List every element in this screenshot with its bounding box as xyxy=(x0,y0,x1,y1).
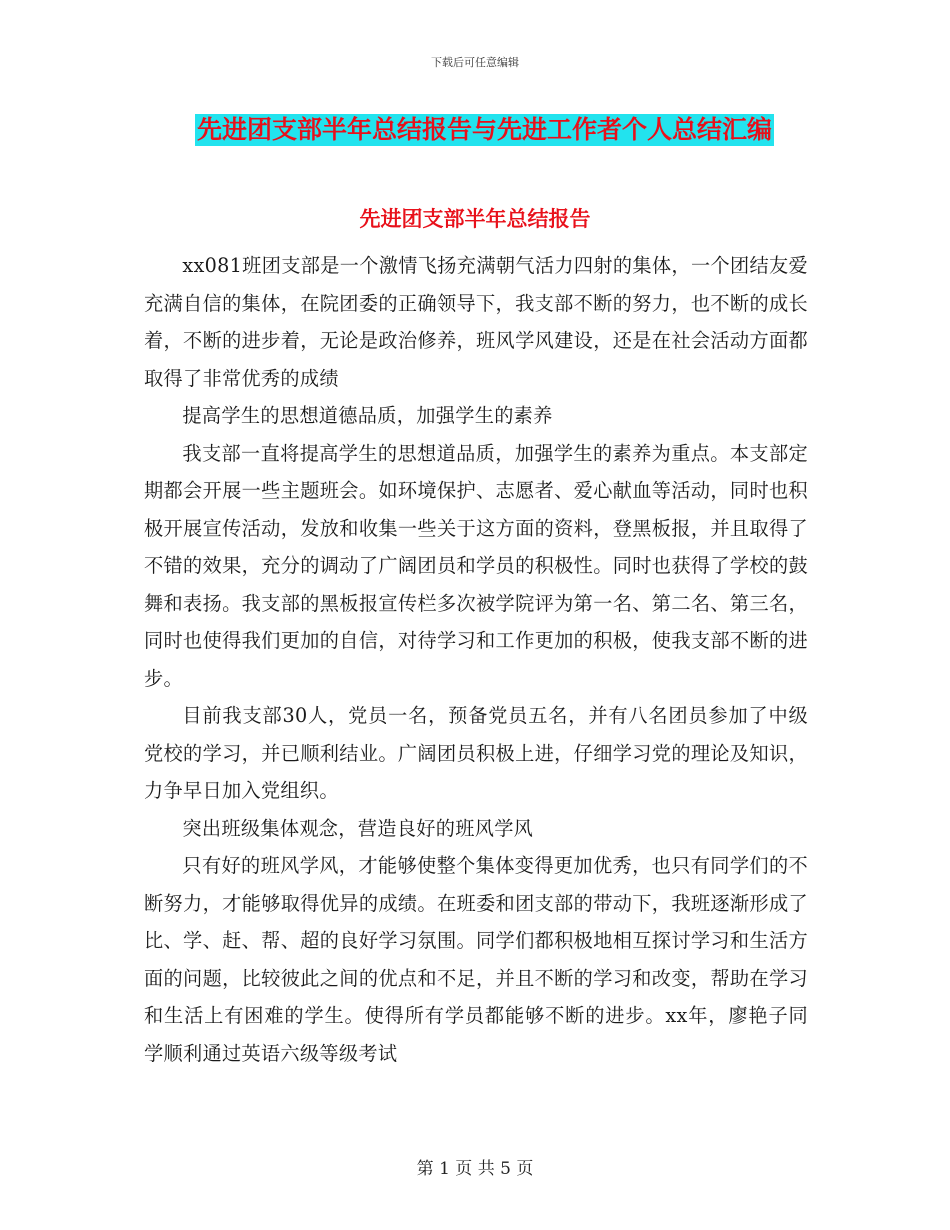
paragraph-classstyle: 只有好的班风学风，才能够使整个集体变得更加优秀，也只有同学们的不断努力，才能够取得优异的成绩。在班委和团支部的带动下，我班逐渐形成了比、学、赶、帮、超的良好学习氛围。同学们都积极地相互探讨学习和生活方面的问题，比较彼此之间的优点和不足，并且不断的学习和改变，帮助在学习和生活上有困难的学生。使得所有学员都能够不断的进步。xx年，廖艳子同学顺利通过英语六级等级考试 xyxy=(144,854,808,1065)
paragraph-moral-activities: 我支部一直将提高学生的思想道品质，加强学生的素养为重点。本支部定期都会开展一些主题班会。如环境保护、志愿者、爱心献血等活动，同时也积极开展宣传活动，发放和收集一些关于这方面的资料，登黑板报，并且取得了不错的效果，充分的调动了广阔团员和学员的积极性。同时也获得了学校的鼓舞和表扬。我支部的黑板报宣传栏多次被学院评为第一名、第二名、第三名，同时也使得我们更加的自信，对待学习和工作更加的积极，使我支部不断的进步。 xyxy=(144,441,808,690)
paragraph-heading-moral: 提高学生的思想道德品质，加强学生的素养 xyxy=(182,404,553,427)
section-title: 先进团支部半年总结报告 xyxy=(359,206,591,231)
document-body xyxy=(144,247,808,1072)
page-footer: 第 1 页 共 5 页 xyxy=(416,1159,534,1179)
document-main-title: 先进团支部半年总结报告与先进工作者个人总结汇编 xyxy=(197,115,773,144)
paragraph-heading-classstyle: 突出班级集体观念，营造良好的班风学风 xyxy=(182,816,534,840)
header-note: 下载后可任意编辑 xyxy=(431,56,519,69)
paragraph-intro: xx081班团支部是一个激情飞扬充满朝气活力四射的集体，一个团结友爱充满自信的集体，在院团委的正确领导下，我支部不断的努力，也不断的成长着，不断的进步着，无论是政治修养，班风学风建设，还是在社会活动方面都取得了非常优秀的成绩 xyxy=(144,254,808,390)
paragraph-membership: 目前我支部30人，党员一名，预备党员五名，并有八名团员参加了中级党校的学习，并已顺利结业。广阔团员积极上进，仔细学习党的理论及知识，力争早日加入党组织。 xyxy=(144,704,808,802)
